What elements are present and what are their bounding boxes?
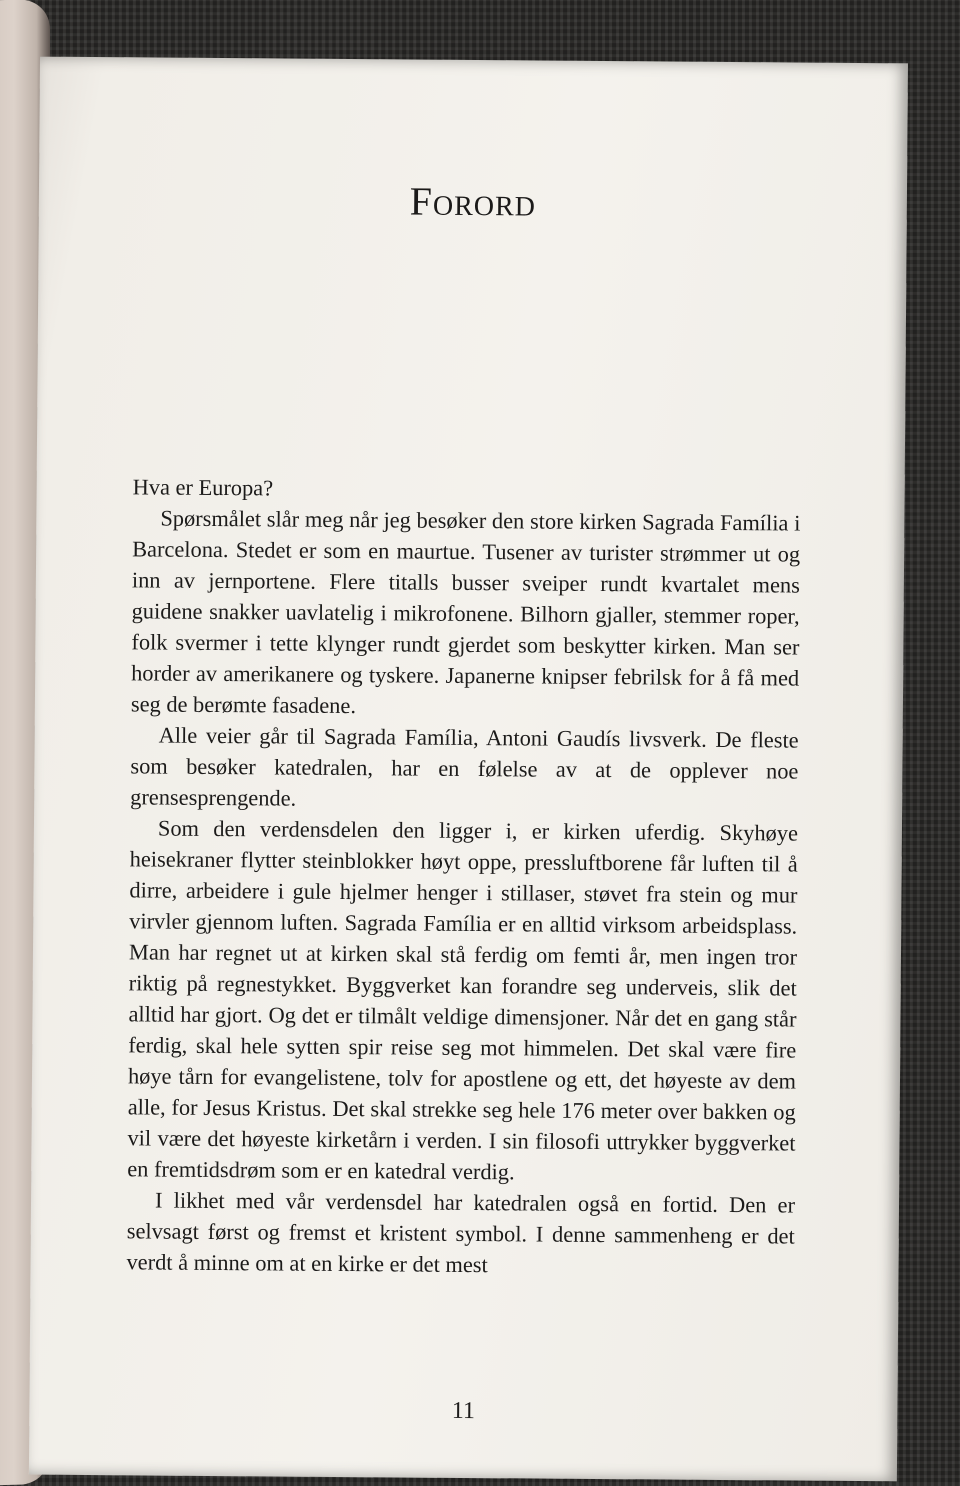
paragraph-sagrada-familia-visit: Spørsmålet slår meg når jeg besøker den store kirken Sagrada Família i Barcelona. Stedet er som en maurtue. Tusener av turister strømmer ut og inn av jernportene. Flere titalls busser sveiper rundt kvartalet mens guidene snakker uavlatelig i mikrofonene. Bilhorn gjaller, stemmer roper, folk svermer i tette klynger rundt gjerdet som beskytter kirken. Man ser horder av amerikanere og tyskere. Japanerne knipser febrilsk for å få med seg de berømte fasadene. [130, 505, 801, 719]
paragraph-unfinished-church: Som den verdensdelen den ligger i, er kirken uferdig. Skyhøye heisekraner flytter steinblokker høyt oppe, pressluftborene får luften til å dirre, arbeidere i gule hjelmer henger i stillaser, støvet fra stein og mur virvler gjennom luften. Sagrada Família er en alltid virksom arbeidsplass. Man har regnet ut at kirken skal stå ferdig om femti år, men ingen tror riktig på regnestykket. Byggverket kan forandre seg underveis, slik det alltid har gjort. Og det er tilmålt veldige dimensjoner. Når det en gang står ferdig, skal hele sytten spir reise seg mot himmelen. Det skal være fire høye tårn for evangelistene, tolv for apostlene og ett, det høyeste av dem alle, for Jesus Kristus. Det skal strekke seg hele 176 meter over bakken og vil være det høyeste kirketårn i verden. I sin filosofi uttrykker byggverket en fremtidsdrøm som er en katedral verdig. [127, 815, 799, 1185]
paragraph-gaudi-lifework: Alle veier går til Sagrada Família, Antoni Gaudís livsverk. De fleste som besøker katedralen, har en følelse av at de opplever noe grensesprengende. [130, 722, 799, 811]
paragraph-opening-question: Hva er Europa? [132, 474, 274, 501]
page-number: 11 [451, 1397, 476, 1425]
book-page [29, 57, 908, 1482]
paragraph-history: I likhet med vår verdensdel har katedralen også en fortid. Den er selvsagt først og fremst et kristent symbol. I denne sammenheng er det verdt å minne om at en kirke er det mest [126, 1187, 796, 1278]
chapter-title: Forord [409, 178, 537, 225]
chapter-body [126, 471, 800, 1282]
